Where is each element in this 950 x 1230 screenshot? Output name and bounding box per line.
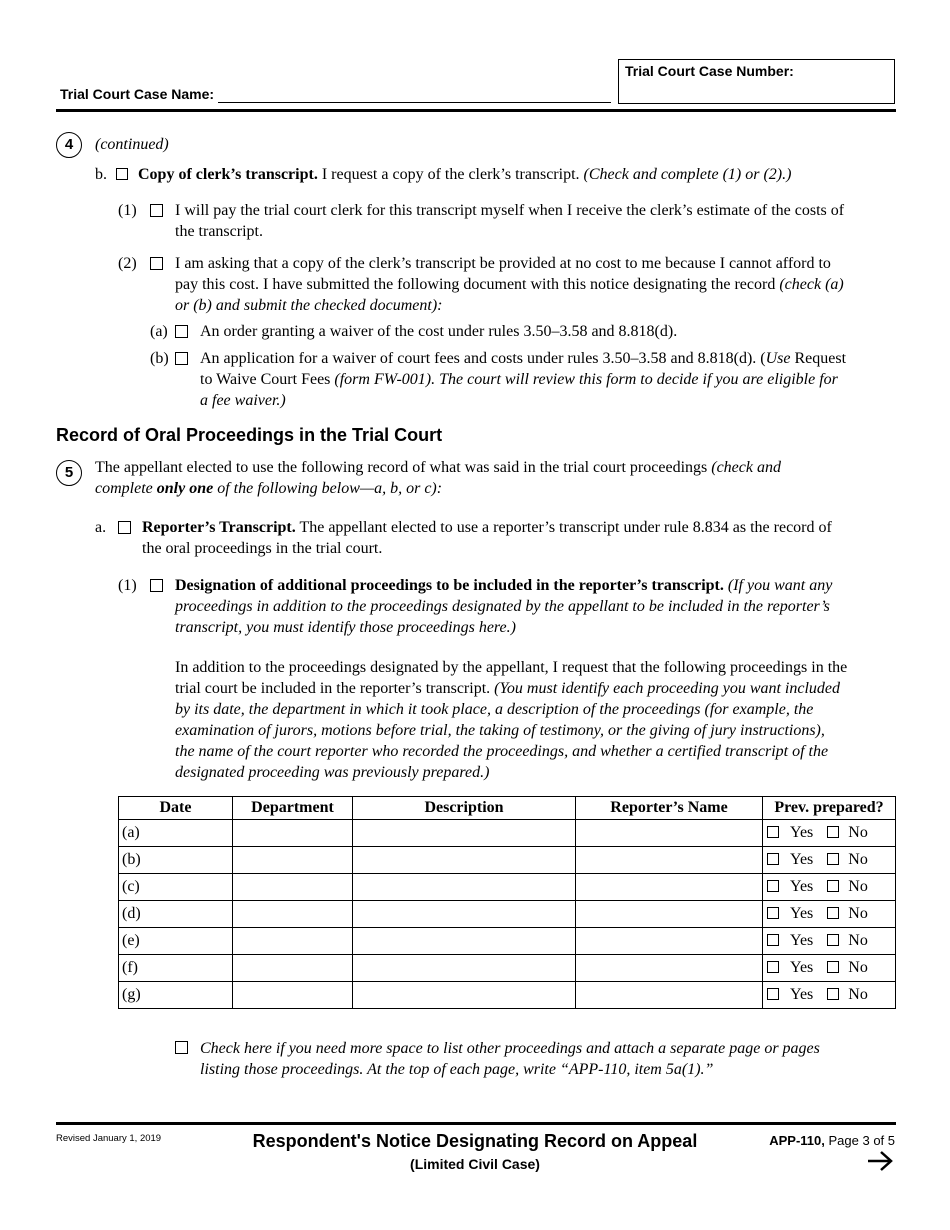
table-row [119,955,896,982]
no-label: No [848,959,868,976]
cell-description[interactable] [353,901,576,928]
cell-prev-prepared [763,901,896,928]
col-reporters-name: Reporter’s Name [576,797,763,820]
row-label: (c) [122,878,140,895]
col-department: Department [233,797,353,820]
cell-description[interactable] [353,982,576,1009]
cell-reporters-name[interactable] [576,982,763,1009]
cell-reporters-name[interactable] [576,928,763,955]
cell-description[interactable] [353,847,576,874]
cell-department[interactable] [233,982,353,1009]
next-page-arrow-icon[interactable] [866,1150,894,1172]
prev-no-checkbox[interactable] [827,934,839,946]
prev-yes-checkbox[interactable] [767,880,779,892]
cell-date[interactable] [119,901,233,928]
case-number-box[interactable] [618,59,895,104]
cell-date[interactable] [119,955,233,982]
row-label: (g) [122,986,141,1003]
cell-department[interactable] [233,901,353,928]
cell-date[interactable] [119,847,233,874]
no-label: No [848,986,868,1003]
row-label: (f) [122,959,138,976]
item-5a1-paragraph: In addition to the proceedings designated by the appellant, I request that the following proceedings in the trial court be included in the reporter’s transcript. (You must identify each proceeding you want included by its date, the department in which it took place, a description of the proceedings (for example, the examination of jurors, motions before trial, the taking of testimony, or the giving of jury instructions), the name of the court reporter who recorded the proceedings, and whether a certified transcript of the designated proceeding was previously prepared.) [175,659,848,781]
cell-description[interactable] [353,928,576,955]
order-waiver-checkbox[interactable] [175,325,188,338]
prev-yes-checkbox[interactable] [767,907,779,919]
col-description: Description [353,797,576,820]
section-heading: Record of Oral Proceedings in the Trial Court [56,425,443,445]
clerk-transcript-checkbox[interactable] [116,168,128,180]
cell-prev-prepared [763,982,896,1009]
row-label: (a) [122,824,140,841]
row-label: (e) [122,932,140,949]
prev-no-checkbox[interactable] [827,880,839,892]
cell-department[interactable] [233,955,353,982]
cell-department[interactable] [233,874,353,901]
yes-label: Yes [790,932,814,949]
cell-department[interactable] [233,847,353,874]
yes-label: Yes [790,986,814,1003]
header-rule [56,109,896,112]
item-4b2b-num: (b) [150,350,169,367]
prev-no-checkbox[interactable] [827,907,839,919]
case-name-field[interactable] [218,102,611,103]
no-cost-checkbox[interactable] [150,257,163,270]
proceedings-table [118,796,896,1009]
cell-prev-prepared [763,847,896,874]
item-4b2a-text: An order granting a waiver of the cost under rules 3.50–3.58 and 8.818(d). [200,323,678,340]
more-space-text: Check here if you need more space to list other proceedings and attach a separate page or pages listing those proceedings. At the top of each page, write “APP-110, item 5a(1).” [200,1040,820,1078]
no-label: No [848,905,868,922]
fee-waiver-application-checkbox[interactable] [175,352,188,365]
table-row [119,820,896,847]
pay-clerk-checkbox[interactable] [150,204,163,217]
page-number: APP-110, Page 3 of 5 [769,1133,895,1148]
prev-no-checkbox[interactable] [827,988,839,1000]
item-5a-letter: a. [95,519,107,536]
no-label: No [848,851,868,868]
cell-date[interactable] [119,874,233,901]
footer-subtitle: (Limited Civil Case) [410,1156,540,1172]
no-label: No [848,824,868,841]
cell-reporters-name[interactable] [576,820,763,847]
table-row [119,874,896,901]
item-4b2b-text: An application for a waiver of court fees and costs under rules 3.50–3.58 and 8.818(d). (Use Request to Waive Court Fees (form FW-001). The court will review this form to decide if you are eligible for a fee waiver.) [200,350,847,409]
cell-description[interactable] [353,955,576,982]
item-5-intro: The appellant elected to use the following record of what was said in the trial court proceedings (check and complete only one of the following below—a, b, or c): [95,459,781,497]
prev-yes-checkbox[interactable] [767,961,779,973]
table-header-row [119,797,896,820]
item-4b1-num: (1) [118,202,137,219]
item-5-number: 5 [56,460,82,486]
case-name-label: Trial Court Case Name: [60,86,215,102]
yes-label: Yes [790,851,814,868]
more-space-checkbox[interactable] [175,1041,188,1054]
additional-proceedings-checkbox[interactable] [150,579,163,592]
row-label: (b) [122,851,141,868]
cell-date[interactable] [119,982,233,1009]
item-4b2-text: I am asking that a copy of the clerk’s transcript be provided at no cost to me because I cannot afford to pay this cost. I have submitted the following document with this notice designating the record (check (a) or (b) and submit the checked document): [175,255,844,314]
reporters-transcript-checkbox[interactable] [118,521,131,534]
cell-department[interactable] [233,928,353,955]
yes-label: Yes [790,959,814,976]
item-4-continued: (continued) [95,136,169,153]
col-prev-prepared: Prev. prepared? [763,797,896,820]
case-number-label: Trial Court Case Number: [625,63,794,79]
table-row [119,928,896,955]
item-4b: b. Copy of clerk’s transcript. I request a copy of the clerk’s transcript. (Check and complete (1) or (2).) [95,166,792,183]
cell-prev-prepared [763,928,896,955]
row-label: (d) [122,905,141,922]
no-label: No [848,932,868,949]
prev-no-checkbox[interactable] [827,961,839,973]
cell-description[interactable] [353,874,576,901]
yes-label: Yes [790,878,814,895]
prev-yes-checkbox[interactable] [767,934,779,946]
cell-reporters-name[interactable] [576,901,763,928]
footer-title: Respondent's Notice Designating Record on Appeal [252,1131,698,1151]
cell-prev-prepared [763,955,896,982]
prev-no-checkbox[interactable] [827,853,839,865]
item-4b1-text: I will pay the trial court clerk for this transcript myself when I receive the clerk’s estimate of the costs of the transcript. [175,202,845,240]
col-date: Date [119,797,233,820]
footer-rule [56,1122,896,1125]
table-row [119,847,896,874]
table-row [119,901,896,928]
cell-prev-prepared [763,820,896,847]
item-5a-text: Reporter’s Transcript. The appellant elected to use a reporter’s transcript under rule 8.834 as the record of the oral proceedings in the trial court. [142,519,832,557]
prev-yes-checkbox[interactable] [767,988,779,1000]
prev-yes-checkbox[interactable] [767,853,779,865]
item-5a1-text: Designation of additional proceedings to be included in the reporter’s transcript. (If you want any proceedings in addition to the proceedings designated by the appellant to be included in the reporter’s transcript, you must identify those proceedings here.) [175,577,833,636]
revised-date: Revised January 1, 2019 [56,1133,162,1144]
yes-label: Yes [790,824,814,841]
cell-prev-prepared [763,874,896,901]
item-4b2a-num: (a) [150,323,168,340]
arrow-right-icon [866,1150,894,1172]
yes-label: Yes [790,905,814,922]
cell-description[interactable] [353,820,576,847]
cell-department[interactable] [233,820,353,847]
item-5a1-num: (1) [118,577,137,594]
cell-reporters-name[interactable] [576,874,763,901]
table-row [119,982,896,1009]
item-4-number: 4 [56,132,82,158]
cell-date[interactable] [119,820,233,847]
cell-reporters-name[interactable] [576,955,763,982]
cell-date[interactable] [119,928,233,955]
prev-no-checkbox[interactable] [827,826,839,838]
prev-yes-checkbox[interactable] [767,826,779,838]
cell-reporters-name[interactable] [576,847,763,874]
no-label: No [848,878,868,895]
item-4b2-num: (2) [118,255,137,272]
